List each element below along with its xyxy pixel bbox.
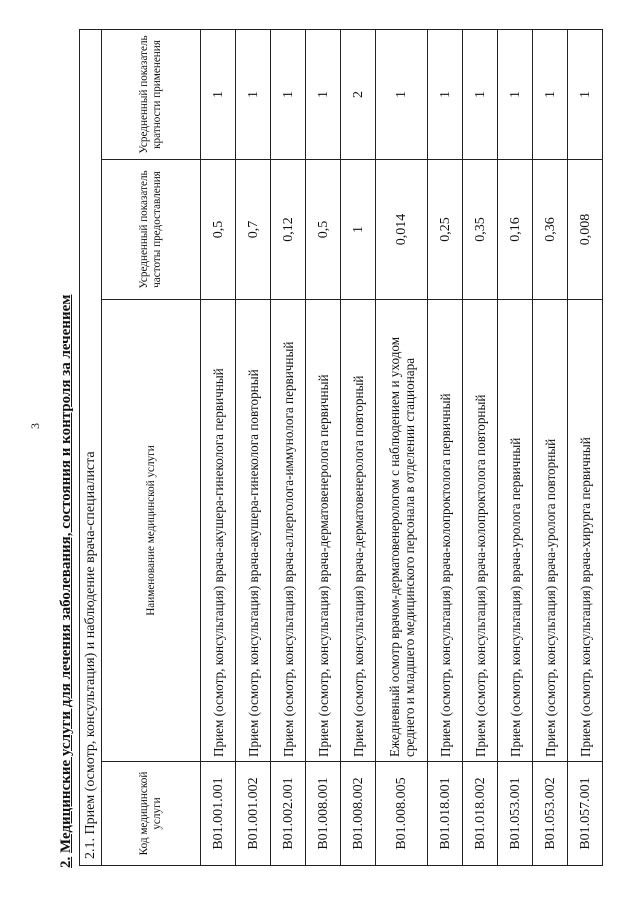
row-multiplicity: 1 xyxy=(201,29,236,159)
table-row xyxy=(498,29,533,865)
row-name: Прием (осмотр, консультация) врача-аллерголога-иммунолога первичный xyxy=(271,300,306,762)
row-name: Прием (осмотр, консультация) врача-дерматовенеролога повторный xyxy=(341,300,376,762)
row-frequency: 0,7 xyxy=(236,160,271,300)
subsection-row xyxy=(80,29,102,865)
row-multiplicity: 1 xyxy=(498,29,533,159)
row-name: Ежедневный осмотр врачом-дерматовенерологом с наблюдением и уходом среднего и младшего медицинского персонала в отделении стационара xyxy=(376,300,428,762)
row-multiplicity: 1 xyxy=(236,29,271,159)
row-multiplicity: 1 xyxy=(463,29,498,159)
row-multiplicity: 1 xyxy=(533,29,568,159)
row-code: B01.008.005 xyxy=(376,762,428,866)
row-code: B01.008.001 xyxy=(306,762,341,866)
row-name: Прием (осмотр, консультация) врача-дерматовенеролога первичный xyxy=(306,300,341,762)
table-row xyxy=(201,29,236,865)
row-frequency: 0,36 xyxy=(533,160,568,300)
table-row xyxy=(376,29,428,865)
row-multiplicity: 2 xyxy=(341,29,376,159)
section-title xyxy=(55,18,77,868)
row-multiplicity: 1 xyxy=(306,29,341,159)
row-name: Прием (осмотр, консультация) врача-акушера-гинеколога повторный xyxy=(236,300,271,762)
row-name: Прием (осмотр, консультация) врача-уролога повторный xyxy=(533,300,568,762)
column-header-frequency: Усредненный показатель частоты предоставления xyxy=(102,160,201,300)
table-row xyxy=(428,29,463,865)
table-row xyxy=(533,29,568,865)
row-multiplicity: 1 xyxy=(376,29,428,159)
table-row xyxy=(341,29,376,865)
page-number: 3 xyxy=(28,423,42,429)
row-frequency: 0,014 xyxy=(376,160,428,300)
rotated-page-content xyxy=(55,18,640,868)
row-name: Прием (осмотр, консультация) врача-хирурга первичный xyxy=(568,300,603,762)
row-frequency: 0,35 xyxy=(463,160,498,300)
row-multiplicity: 1 xyxy=(428,29,463,159)
section-number: 2. xyxy=(58,856,74,868)
row-code: B01.053.002 xyxy=(533,762,568,866)
row-frequency: 0,5 xyxy=(306,160,341,300)
column-header-code: Код медицинской услуги xyxy=(102,762,201,866)
section-title-text: Медицинские услуги для лечения заболевания, состояния и контроля за лечением xyxy=(58,294,74,853)
row-frequency: 0,16 xyxy=(498,160,533,300)
table-row xyxy=(271,29,306,865)
row-frequency: 1 xyxy=(341,160,376,300)
row-code: B01.001.001 xyxy=(201,762,236,866)
table-header-row xyxy=(102,29,201,865)
row-multiplicity: 1 xyxy=(568,29,603,159)
table-row xyxy=(306,29,341,865)
row-code: B01.002.001 xyxy=(271,762,306,866)
row-code: B01.057.001 xyxy=(568,762,603,866)
row-frequency: 0,25 xyxy=(428,160,463,300)
row-frequency: 0,5 xyxy=(201,160,236,300)
table-row xyxy=(463,29,498,865)
services-table xyxy=(79,29,603,866)
row-code: B01.018.001 xyxy=(428,762,463,866)
table-row xyxy=(568,29,603,865)
row-name: Прием (осмотр, консультация) врача-уролога первичный xyxy=(498,300,533,762)
row-code: B01.008.002 xyxy=(341,762,376,866)
column-header-name: Наименование медицинской услуги xyxy=(102,300,201,762)
row-code: B01.018.002 xyxy=(463,762,498,866)
table-row xyxy=(236,29,271,865)
row-name: Прием (осмотр, консультация) врача-колопроктолога повторный xyxy=(463,300,498,762)
row-code: B01.001.002 xyxy=(236,762,271,866)
row-frequency: 0,008 xyxy=(568,160,603,300)
row-name: Прием (осмотр, консультация) врача-акушера-гинеколога первичный xyxy=(201,300,236,762)
column-header-multiplicity: Усредненный показатель кратности применения xyxy=(102,29,201,159)
subsection-title: 2.1. Прием (осмотр, консультация) и наблюдение врача-специалиста xyxy=(80,29,102,865)
row-code: B01.053.001 xyxy=(498,762,533,866)
row-name: Прием (осмотр, консультация) врача-колопроктолога первичный xyxy=(428,300,463,762)
row-frequency: 0,12 xyxy=(271,160,306,300)
row-multiplicity: 1 xyxy=(271,29,306,159)
